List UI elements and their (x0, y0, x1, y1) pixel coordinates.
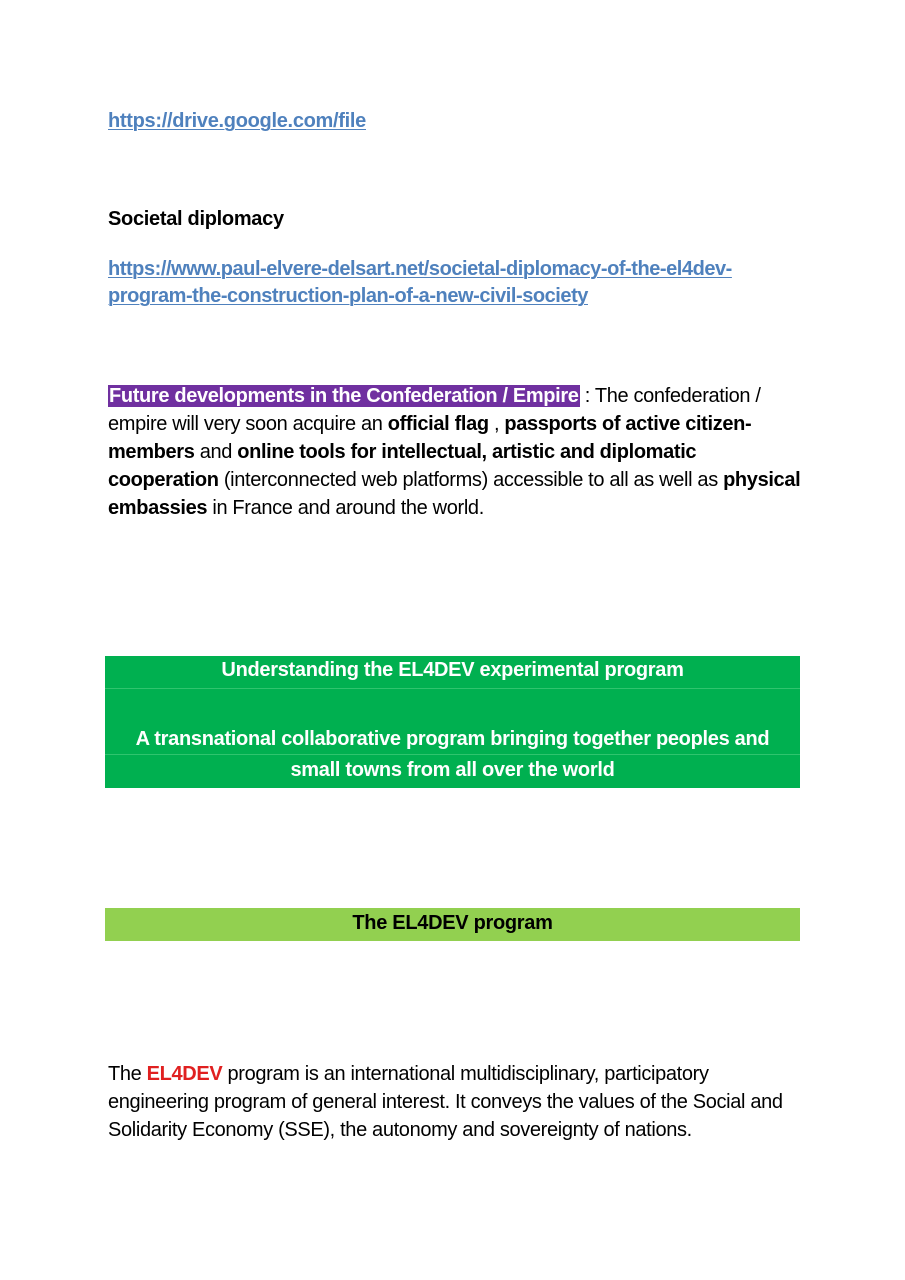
online-tools-bold: online tools for intellectual, artistic and diplomatic cooperation (108, 441, 697, 491)
green-table-row-description-1 (105, 689, 800, 755)
future-text-1: : The confederation / empire will very soon acquire an (108, 385, 761, 435)
future-text-5: in France and around the world. (207, 497, 484, 519)
future-text-3: and (194, 441, 238, 463)
drive-link[interactable]: https://drive.google.com/file (108, 110, 366, 132)
green-table-row-description-2: small towns from all over the world (290, 759, 615, 781)
future-text-4: (interconnected web platforms) accessible to all as well as (218, 469, 724, 491)
understanding-el4dev-table (105, 656, 800, 788)
societal-link-line1: https://www.paul-elvere-delsart.net/societal-diplomacy-of-the-el4dev- (108, 258, 732, 280)
future-developments-highlight: Future developments in the Confederation / Empire (109, 385, 579, 407)
future-developments-paragraph (108, 382, 803, 522)
el4dev-description-paragraph (108, 1060, 803, 1144)
el4dev-text-2: program is an international multidisciplinary, participatory engineering program of general interest. It conveys the values of the Social and Solidarity Economy (SSE), the autonomy and sovereignty of nations. (108, 1063, 783, 1141)
el4dev-name: EL4DEV (146, 1063, 223, 1085)
societal-diplomacy-link[interactable] (108, 256, 798, 310)
green-table-row-title: Understanding the EL4DEV experimental program (105, 656, 800, 689)
future-text-2: , (488, 413, 505, 435)
green-row-2-text: A transnational collaborative program bringing together peoples and (135, 728, 770, 750)
societal-link-line2: program-the-construction-plan-of-a-new-civil-society (108, 285, 588, 307)
el4dev-text-1: The (108, 1063, 147, 1085)
official-flag-bold: official flag (387, 413, 489, 435)
societal-diplomacy-heading: Societal diplomacy (108, 208, 284, 230)
el4dev-program-banner: The EL4DEV program (105, 908, 800, 941)
passports-bold: passports of active citizen-members (108, 413, 752, 463)
physical-embassies-bold: physical embassies (108, 469, 801, 519)
